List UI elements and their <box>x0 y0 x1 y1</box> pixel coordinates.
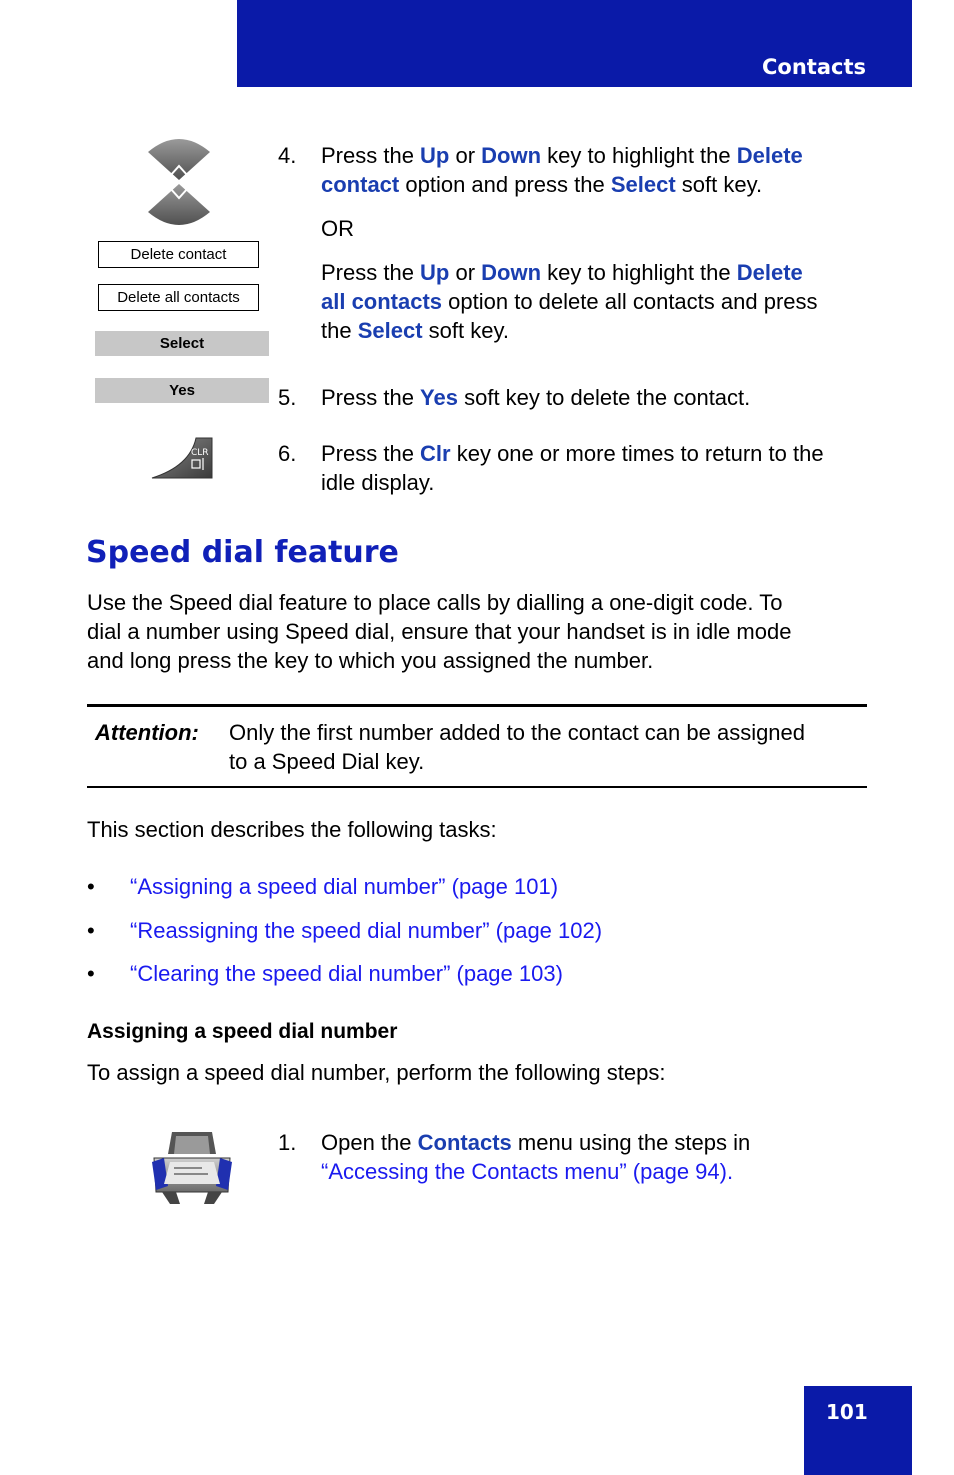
step-number: 1. <box>278 1130 297 1155</box>
step-line: idle display. <box>321 470 435 495</box>
accessing-contacts-menu-link[interactable]: “Accessing the Contacts menu” (page 94). <box>321 1159 734 1184</box>
attention-line: to a Speed Dial key. <box>229 749 425 774</box>
select-softkey: Select <box>95 331 269 356</box>
task-list-item <box>87 916 787 946</box>
task-link-assign[interactable]: “Assigning a speed dial number” (page 101) <box>130 874 559 899</box>
step-number: 5. <box>278 385 297 410</box>
keyword: Down <box>481 143 542 168</box>
keyword: Select <box>357 318 423 343</box>
delete-contact-option: Delete contact <box>98 241 259 268</box>
text: Open the <box>321 1130 418 1155</box>
step-6 <box>278 439 878 499</box>
keyword: Up <box>420 260 450 285</box>
step-4 <box>278 141 878 341</box>
text: or <box>449 260 482 285</box>
text: menu using the steps in <box>511 1130 751 1155</box>
text: soft key. <box>675 172 763 197</box>
keyword: Clr <box>420 441 451 466</box>
keyword: Down <box>481 260 542 285</box>
step-1 <box>278 1128 878 1188</box>
step-body <box>321 383 750 412</box>
text: Press the <box>321 385 421 410</box>
paragraph-line: dial a number using Speed dial, ensure that your handset is in idle mode <box>87 619 792 644</box>
text: option and press the <box>399 172 611 197</box>
section-heading: Speed dial feature <box>86 535 399 570</box>
text: or <box>449 143 482 168</box>
text: Press the <box>321 143 421 168</box>
bullet-icon: • <box>87 874 95 899</box>
task-list-item <box>87 872 787 902</box>
keyword: Delete <box>736 143 803 168</box>
clr-key-label: CLR <box>191 448 209 458</box>
step-line <box>321 439 824 468</box>
or-text: OR <box>321 216 354 241</box>
step-body <box>321 439 824 497</box>
step-line <box>321 258 818 287</box>
step-body <box>321 1128 750 1186</box>
attention-bottom-rule <box>87 786 867 788</box>
step-number: 6. <box>278 441 297 466</box>
attention-top-rule <box>87 704 867 707</box>
intro-paragraph <box>87 588 791 675</box>
paragraph-line: and long press the key to which you assigned the number. <box>87 648 654 673</box>
keyword: Contacts <box>417 1130 512 1155</box>
text: key to highlight the <box>541 143 737 168</box>
keyword: all contacts <box>321 289 443 314</box>
keyword: Yes <box>420 385 458 410</box>
text: key one or more times to return to the <box>450 441 824 466</box>
paragraph-line: Use the Speed dial feature to place calls by dialling a one-digit code. To <box>87 590 783 615</box>
step-number: 4. <box>278 143 297 168</box>
text: Press the <box>321 441 421 466</box>
subsection-heading: Assigning a speed dial number <box>87 1020 398 1043</box>
keyword: Up <box>420 143 450 168</box>
step-line <box>321 316 818 345</box>
text: soft key. <box>422 318 509 343</box>
step-line <box>321 170 818 199</box>
keyword: contact <box>321 172 400 197</box>
attention-text <box>229 718 805 776</box>
delete-all-contacts-option: Delete all contacts <box>98 284 259 311</box>
page-number-box <box>804 1386 912 1475</box>
step-5 <box>278 383 878 413</box>
header-band <box>237 0 912 87</box>
keyword: Select <box>610 172 676 197</box>
contacts-menu-icon <box>150 1128 234 1206</box>
task-link-reassign[interactable]: “Reassigning the speed dial number” (page 102) <box>130 918 603 943</box>
step-body <box>321 141 818 345</box>
text: option to delete all contacts and press <box>442 289 818 314</box>
task-link-clear[interactable]: “Clearing the speed dial number” (page 103) <box>130 961 563 986</box>
up-down-nav-icon <box>146 132 212 232</box>
step-line <box>321 141 818 170</box>
page-number: 101 <box>826 1400 868 1424</box>
step-line <box>321 287 818 316</box>
header-title: Contacts <box>762 55 866 79</box>
subsection-intro: To assign a speed dial number, perform the following steps: <box>87 1060 666 1085</box>
text: key to highlight the <box>541 260 737 285</box>
text: the <box>321 318 358 343</box>
attention-line: Only the first number added to the contact can be assigned <box>229 720 806 745</box>
task-list-item <box>87 959 787 989</box>
text: Press the <box>321 260 421 285</box>
clr-key-icon <box>150 436 214 480</box>
attention-label: Attention: <box>95 720 199 745</box>
yes-softkey: Yes <box>95 378 269 403</box>
text: soft key to delete the contact. <box>457 385 751 410</box>
tasks-intro: This section describes the following tasks: <box>87 817 497 842</box>
bullet-icon: • <box>87 961 95 986</box>
step-line <box>321 1128 750 1157</box>
bullet-icon: • <box>87 918 95 943</box>
keyword: Delete <box>736 260 803 285</box>
